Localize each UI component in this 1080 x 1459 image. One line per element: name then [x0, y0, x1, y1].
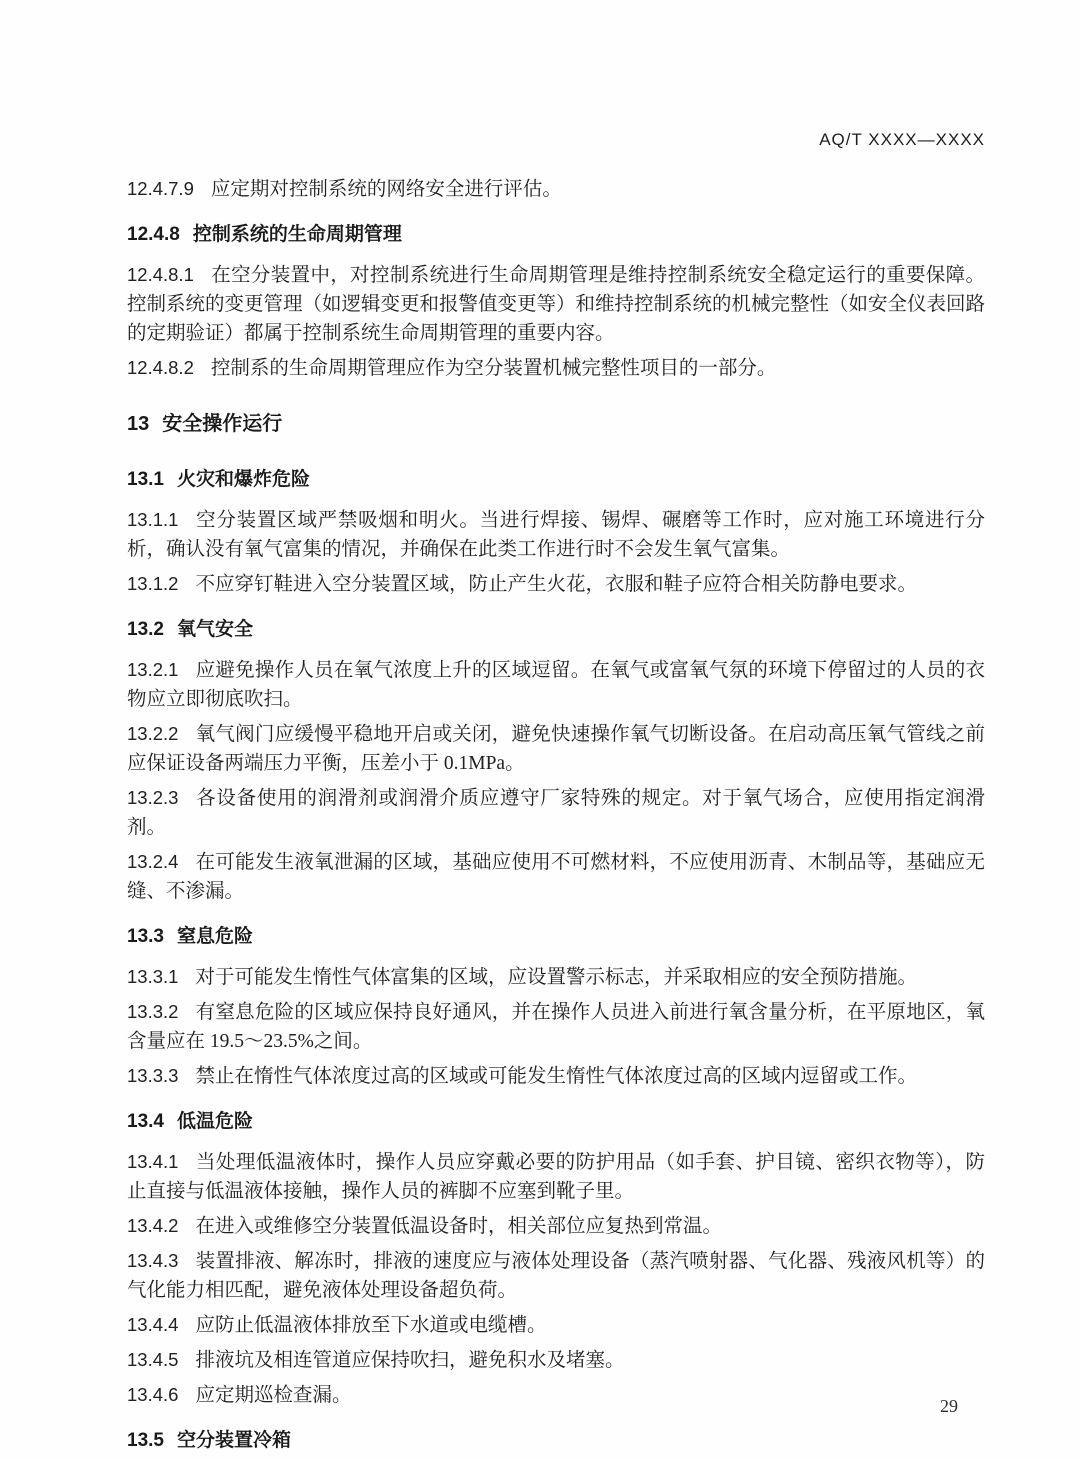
clause-text: 应避免操作人员在氧气浓度上升的区域逗留。在氧气或富氧气氛的环境下停留过的人员的衣物应立即彻底吹扫。 [127, 660, 985, 710]
clause-text: 当处理低温液体时，操作人员应穿戴必要的防护用品（如手套、护目镜、密织衣物等），防止直接与低温液体接触，操作人员的裤脚不应塞到靴子里。 [127, 1152, 985, 1202]
clause-paragraph [127, 1211, 985, 1241]
clause-number: 13.2.3 [127, 787, 179, 808]
clause-paragraph [127, 655, 985, 714]
clause-number: 12.4.8 [127, 224, 180, 245]
clause-paragraph [127, 1380, 985, 1410]
clause-number: 12.4.8.1 [127, 264, 194, 285]
clause-paragraph [127, 569, 985, 599]
clause-text: 不应穿钉鞋进入空分装置区域，防止产生火花，衣服和鞋子应符合相关防静电要求。 [195, 574, 917, 595]
clause-text: 空分装置冷箱 [176, 1430, 291, 1451]
clause-number: 12.4.8.2 [127, 357, 194, 378]
page-number: 29 [940, 1396, 958, 1416]
clause-text: 在进入或维修空分装置低温设备时，相关部位应复热到常温。 [195, 1216, 722, 1237]
clause-paragraph [127, 505, 985, 564]
section-heading [127, 410, 985, 439]
section-heading [127, 1107, 985, 1136]
clause-text: 低温危险 [176, 1111, 253, 1132]
clause-paragraph [127, 353, 985, 383]
clause-number: 13.3.3 [127, 1065, 179, 1086]
clause-text: 应定期对控制系统的网络安全进行评估。 [210, 179, 562, 200]
clause-paragraph [127, 719, 985, 778]
clause-text: 对于可能发生惰性气体富集的区域，应设置警示标志，并采取相应的安全预防措施。 [195, 967, 917, 988]
clause-number: 13.4 [127, 1111, 164, 1132]
clause-text: 火灾和爆炸危险 [176, 469, 310, 490]
clause-number: 13.1.1 [127, 509, 179, 530]
clause-text: 禁止在惰性气体浓度过高的区域或可能发生惰性气体浓度过高的区域内逗留或工作。 [195, 1066, 917, 1087]
clause-text: 在可能发生液氧泄漏的区域，基础应使用不可燃材料，不应使用沥青、木制品等，基础应无缝、不渗漏。 [127, 852, 985, 902]
clause-number: 13.2.2 [127, 723, 179, 744]
clause-number: 13.5 [127, 1430, 164, 1451]
section-heading [127, 922, 985, 951]
clause-text: 氧气阀门应缓慢平稳地开启或关闭，避免快速操作氧气切断设备。在启动高压氧气管线之前应保证设备两端压力平衡，压差小于 0.1MPa。 [127, 724, 985, 774]
clause-text: 装置排液、解冻时，排液的速度应与液体处理设备（蒸汽喷射器、气化器、残液风机等）的气化能力相匹配，避免液体处理设备超负荷。 [127, 1251, 985, 1301]
clause-text: 在空分装置中，对控制系统进行生命周期管理是维持控制系统安全稳定运行的重要保障。控制系统的变更管理（如逻辑变更和报警值变更等）和维持控制系统的机械完整性（如安全仪表回路的定期验证）都属于控制系统生命周期管理的重要内容。 [127, 265, 986, 344]
clause-text: 氧气安全 [176, 619, 253, 640]
clause-number: 13.2.4 [127, 851, 179, 872]
clause-number: 12.4.7.9 [127, 178, 194, 199]
clause-text: 安全操作运行 [162, 413, 283, 435]
clause-paragraph [127, 962, 985, 992]
clause-paragraph [127, 260, 985, 348]
clause-paragraph [127, 1246, 985, 1305]
clause-paragraph [127, 997, 985, 1056]
clause-paragraph [127, 1345, 985, 1375]
clause-text: 应防止低温液体排放至下水道或电缆槽。 [195, 1315, 547, 1336]
clause-number: 13.4.2 [127, 1215, 179, 1236]
clause-paragraph [127, 1310, 985, 1340]
clause-text: 各设备使用的润滑剂或润滑介质应遵守厂家特殊的规定。对于氧气场合，应使用指定润滑剂。 [127, 788, 985, 838]
clause-number: 13.4.3 [127, 1250, 179, 1271]
clause-text: 空分装置区域严禁吸烟和明火。当进行焊接、锡焊、碾磨等工作时，应对施工环境进行分析，确认没有氧气富集的情况，并确保在此类工作进行时不会发生氧气富集。 [127, 510, 985, 560]
clause-paragraph [127, 1147, 985, 1206]
clause-text: 排液坑及相连管道应保持吹扫，避免积水及堵塞。 [195, 1350, 625, 1371]
clause-number: 13.3 [127, 926, 164, 947]
standard-number-header: AQ/T XXXX—XXXX [819, 130, 985, 149]
clause-number: 13.3.1 [127, 966, 179, 987]
clause-number: 13.4.4 [127, 1314, 179, 1335]
section-heading [127, 465, 985, 494]
clause-text: 有窒息危险的区域应保持良好通风，并在操作人员进入前进行氧含量分析，在平原地区，氧含量应在 19.5～23.5%之间。 [127, 1002, 985, 1052]
clause-number: 13.4.1 [127, 1151, 179, 1172]
clause-number: 13 [127, 413, 150, 435]
clause-text: 窒息危险 [176, 926, 253, 947]
clause-number: 13.2.1 [127, 659, 179, 680]
section-heading [127, 220, 985, 249]
clause-text: 应定期巡检查漏。 [195, 1385, 352, 1406]
clause-number: 13.4.6 [127, 1384, 179, 1405]
section-heading [127, 615, 985, 644]
clause-paragraph [127, 783, 985, 842]
clause-text: 控制系统的生命周期管理 [192, 224, 402, 245]
clause-number: 13.3.2 [127, 1001, 179, 1022]
section-heading [127, 1426, 985, 1455]
document-body [127, 174, 985, 1459]
clause-number: 13.2 [127, 619, 164, 640]
clause-number: 13.1.2 [127, 573, 179, 594]
clause-number: 13.1 [127, 469, 164, 490]
clause-number: 13.4.5 [127, 1349, 179, 1370]
clause-paragraph [127, 1061, 985, 1091]
clause-paragraph [127, 174, 985, 204]
clause-paragraph [127, 847, 985, 906]
clause-text: 控制系的生命周期管理应作为空分装置机械完整性项目的一部分。 [210, 358, 777, 379]
